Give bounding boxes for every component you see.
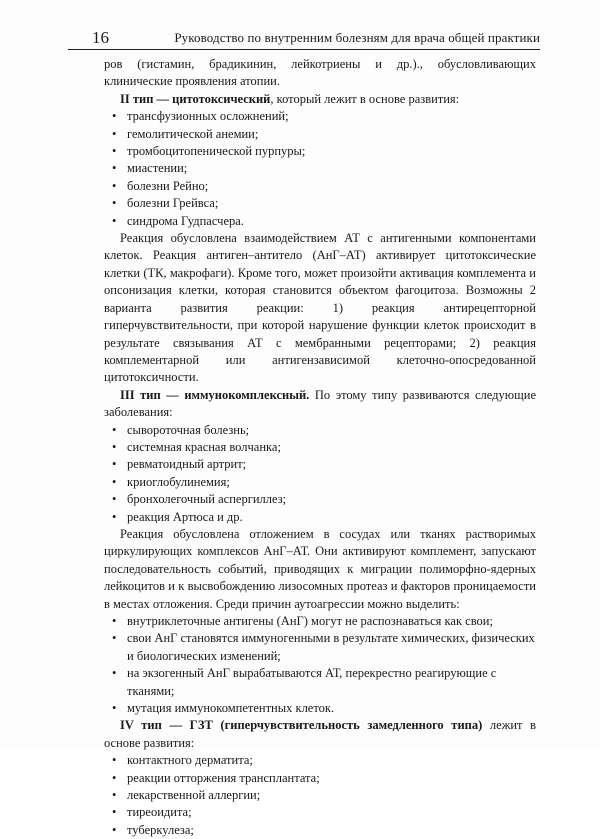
intro-paragraph: ров (гистамин, брадикинин, лейкотриены и др.)., обусловливающих клинические проявления атопии. [104,57,536,89]
type2-heading-line [104,91,536,108]
list-item: • свои АнГ становятся иммуногенными в результате химических, физических и биологических изменений; [112,631,535,663]
bullet-icon: • [112,509,117,524]
bullet-icon: • [112,788,117,803]
bullet-icon: • [112,422,117,437]
bullet-icon: • [112,196,117,211]
list-item: • ревматоидный артрит; [104,456,536,473]
bullet-icon: • [112,457,117,472]
type4-heading-tail: лежит в основе развития: [104,718,537,750]
list-item: • мутация иммунокомпетентных клеток. [104,700,536,717]
bullet-icon: • [112,805,117,820]
type2-heading: II тип — цитотоксический [120,91,271,106]
list-item: • туберкулеза; [104,822,536,839]
bullet-icon: • [112,770,117,785]
list-item: • сывороточная болезнь; [104,422,536,439]
page-number: 16 [92,28,109,47]
running-header [68,27,540,49]
bullet-icon: • [112,161,117,176]
list-item: • системная красная волчанка; [104,439,536,456]
type3-heading-line [104,387,536,422]
list-item: • тромбоцитопенической пурпуры; [104,143,536,160]
type3-heading: III тип — иммунокомплексный. [120,387,310,402]
list-item: • болезни Рейно; [104,178,536,195]
list-item: • гемолитической анемии; [104,126,536,143]
bullet-icon: • [112,439,117,454]
bullet-icon: • [112,631,117,646]
running-title: Руководство по внутренним болезням для врача общей практики [174,30,540,45]
list-item: • лекарственной аллергии; [104,787,536,804]
bullet-icon: • [112,753,117,768]
list-item: • болезни Грейвса; [104,195,536,212]
type4-heading: IV тип — ГЗТ (гиперчувствительность замедленного типа) [120,718,483,733]
type3-heading-tail: По этому типу развиваются следующие заболевания: [104,387,536,420]
type4-heading-line [104,717,536,752]
list-item: • тиреоидита; [104,804,536,821]
list-item: • криоглобулинемия; [104,474,536,491]
bullet-icon: • [112,144,117,159]
bullet-icon: • [112,701,117,716]
list-item: • миастении; [104,160,536,177]
list-item: • реакция Артюса и др. [104,509,536,526]
bullet-icon: • [112,666,117,681]
type3-list [104,422,536,526]
list-item: • на экзогенный АнГ вырабатываются АТ, перекрестно реагирующие с тканями; [112,666,497,698]
bullet-icon: • [112,213,117,228]
list-item: • внутриклеточные антигены (АнГ) могут не распознаваться как свои; [104,613,536,630]
type2-heading-tail: , который лежит в основе развития: [270,91,460,106]
type2-list [104,108,536,230]
list-item: • бронхолегочный аспергиллез; [104,491,536,508]
list-item: • синдрома Гудпасчера. [104,213,536,230]
bullet-icon: • [112,822,117,837]
type4-list [104,752,536,839]
list-item: • реакции отторжения трансплантата; [104,770,536,787]
type2-paragraph: Реакция обусловлена взаимодействием АТ с антигенными компонентами клеток. Реакция антиген–антитело (АнГ–АТ) активирует цитотоксические клетки (ТК, макрофаги). Кроме того, может произойти активация комплемента и опсонизация клетки, которая становится объектом фагоцитоза. Возможны 2 варианта развития реакции: 1) реакция антирецепторной гиперчувствительности, при которой нарушение функции клеток происходит в результате связывания АТ с мембранными рецепторами; 2) реакция комплементарной или антигензависимой клеточно-опосредованной цитотоксичности. [104,231,536,385]
bullet-icon: • [112,178,117,193]
bullet-icon: • [112,614,117,628]
header-rule [68,49,540,50]
list-item: • контактного дерматита; [104,752,536,769]
bullet-icon: • [112,474,117,489]
autoaggression-causes-list [104,613,536,717]
bullet-icon: • [112,126,117,141]
type3-paragraph: Реакция обусловлена отложением в сосудах или тканях растворимых циркулирующих комплексов АнГ–АТ. Они активируют комплемент, запускают последовательность событий, приводящих к миграции полиморфно-ядерных лейкоцитов и к высвобождению лизосомных протеаз и факторов проницаемости в местах отложения. Среди причин аутоагрессии можно выделить: [104,526,536,611]
page-body [104,56,536,839]
list-item: • трансфузионных осложнений; [104,108,536,125]
bullet-icon: • [112,109,117,124]
bullet-icon: • [112,492,117,507]
